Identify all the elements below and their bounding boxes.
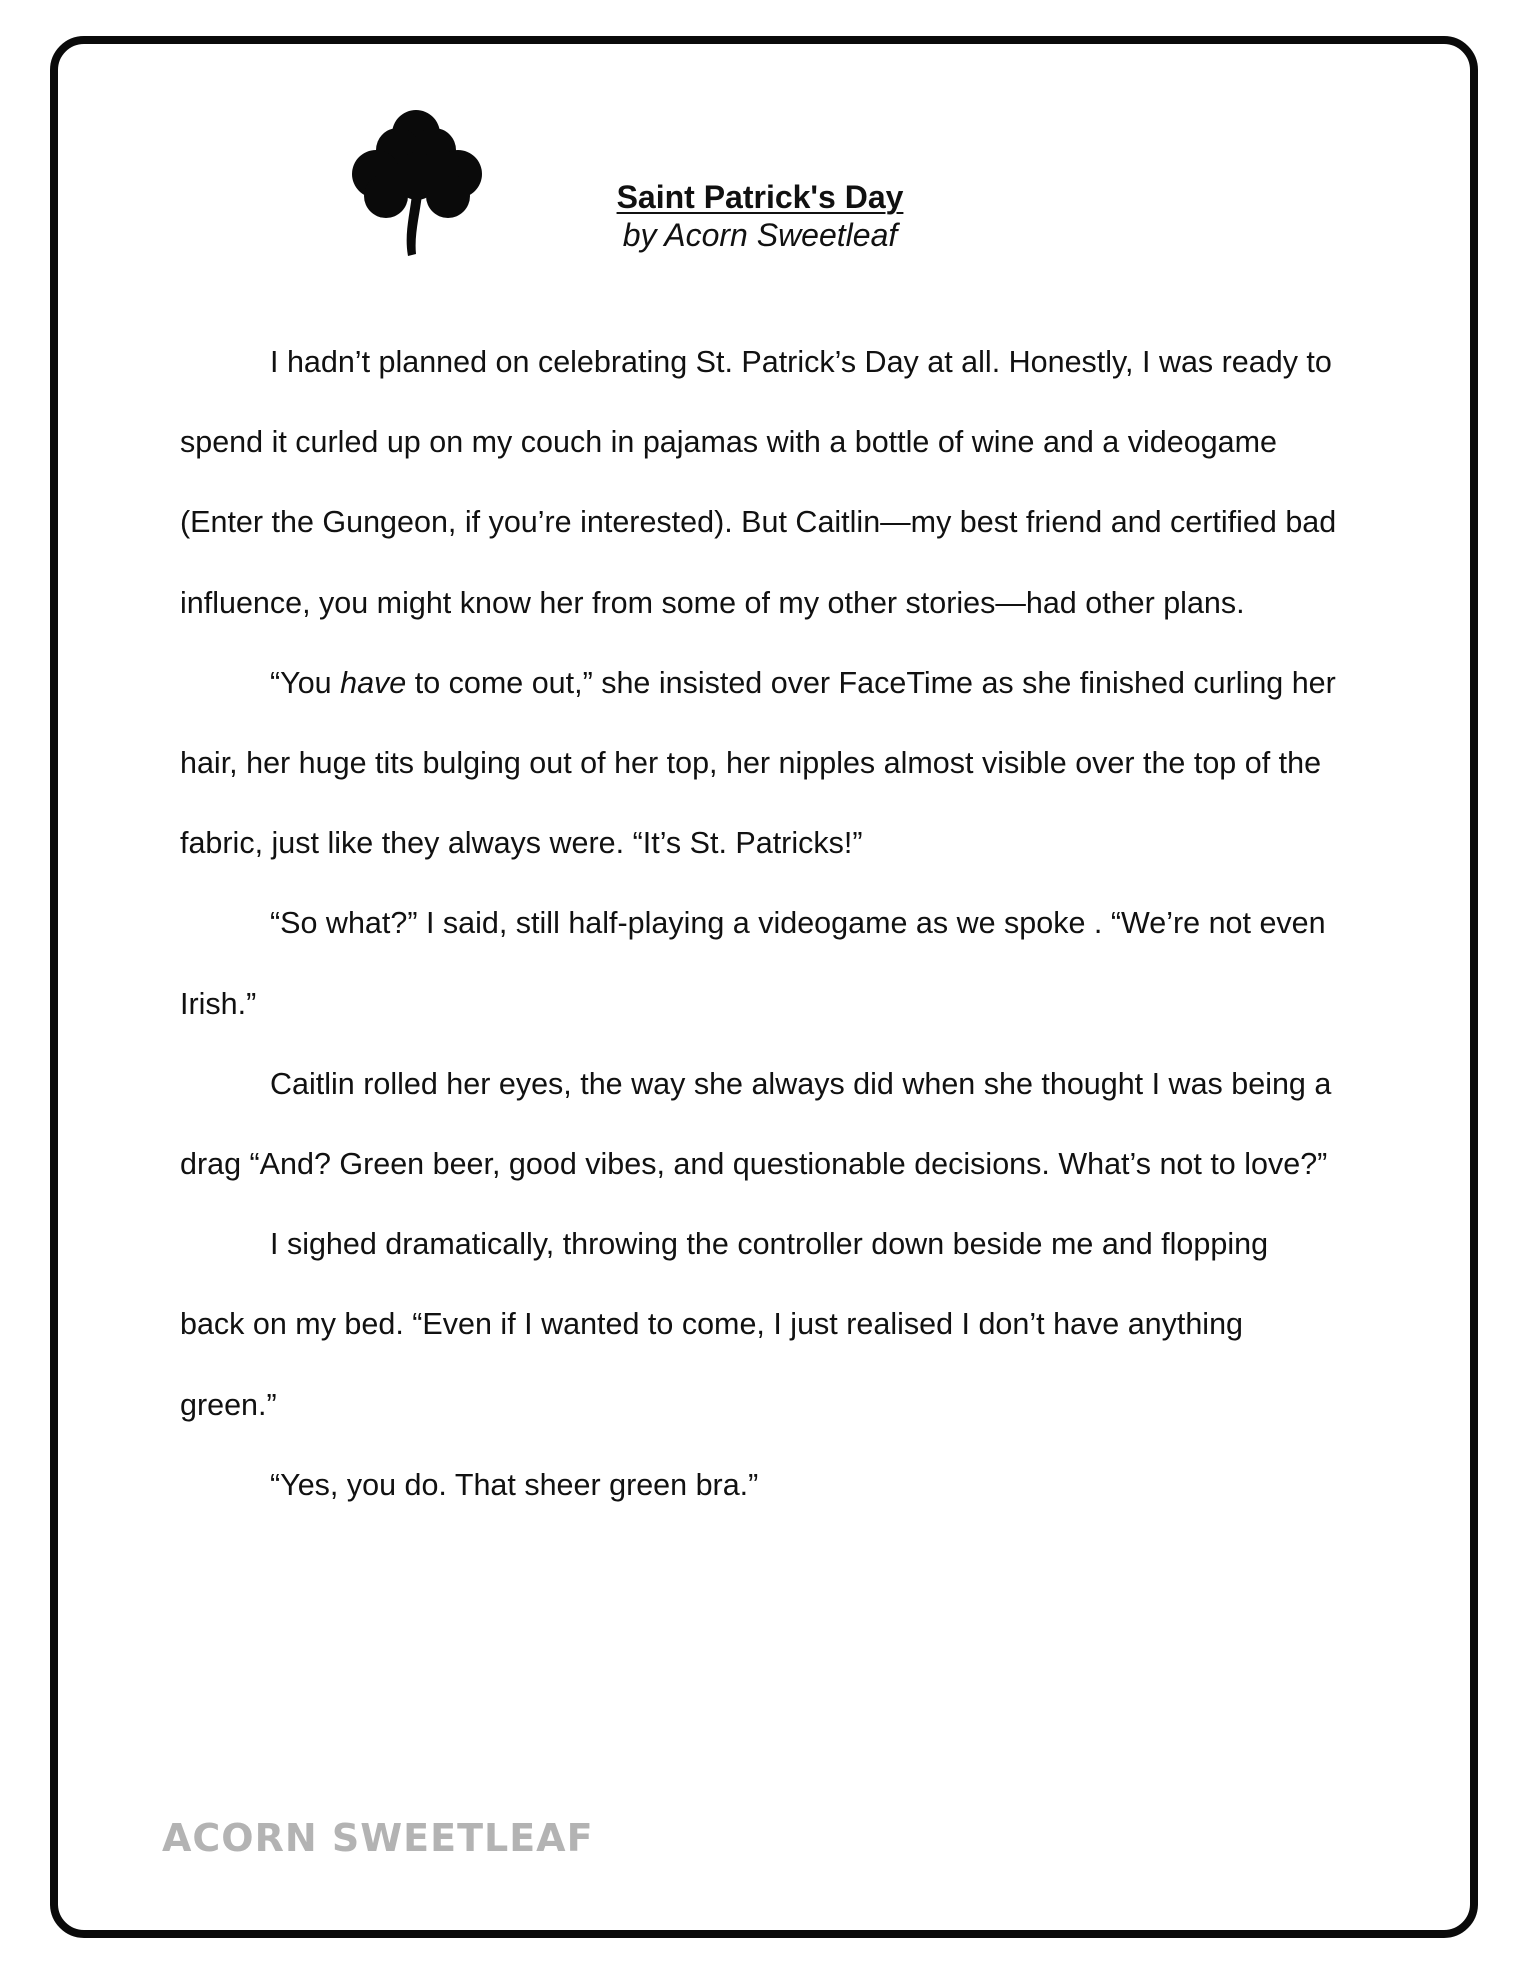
emphasis-text: have: [340, 665, 407, 700]
paragraph-text: “You: [270, 665, 341, 700]
paragraph-text: “Yes, you do. That sheer green bra.”: [270, 1467, 759, 1502]
story-paragraph: [180, 1445, 1340, 1525]
story-paragraph: [180, 883, 1340, 1043]
shamrock-icon: [342, 104, 492, 264]
story-byline: by Acorn Sweetleaf: [622, 217, 898, 253]
story-body: [180, 322, 1340, 1525]
story-paragraph: [180, 322, 1340, 643]
paragraph-text: I sighed dramatically, throwing the controller down beside me and flopping back on my bed. “Even if I wanted to come, I just realised I don’t have anything green.”: [180, 1227, 1269, 1422]
story-title: Saint Patrick's Day: [616, 179, 904, 215]
paragraph-text: Caitlin rolled her eyes, the way she always did when she thought I was being a drag “And? Green beer, good vibes, and questionable decisions. What’s not to love?”: [180, 1066, 1332, 1182]
title-block: [500, 178, 1020, 254]
watermark-text: ACORN SWEETLEAF: [162, 1816, 594, 1860]
story-paragraph: [180, 1204, 1340, 1445]
paragraph-text: “So what?” I said, still half-playing a videogame as we spoke . “We’re not even Irish.”: [180, 906, 1326, 1021]
story-paragraph: [180, 643, 1340, 884]
story-paragraph: [180, 1044, 1340, 1204]
paragraph-text: I hadn’t planned on celebrating St. Patrick’s Day at all. Honestly, I was ready to spend it curled up on my couch in pajamas with a bottle of wine and a videogame (Enter the Gungeon, if you’re interested). But Caitlin—my best friend and certified bad influence, you might know her from some of my other stories—had other plans.: [180, 345, 1337, 620]
paragraph-text: to come out,” she insisted over FaceTime as she finished curling her hair, her huge tits bulging out of her top, her nipples almost visible over the top of the fabric, just like they always were. “It’s St. Patricks!”: [180, 665, 1336, 861]
